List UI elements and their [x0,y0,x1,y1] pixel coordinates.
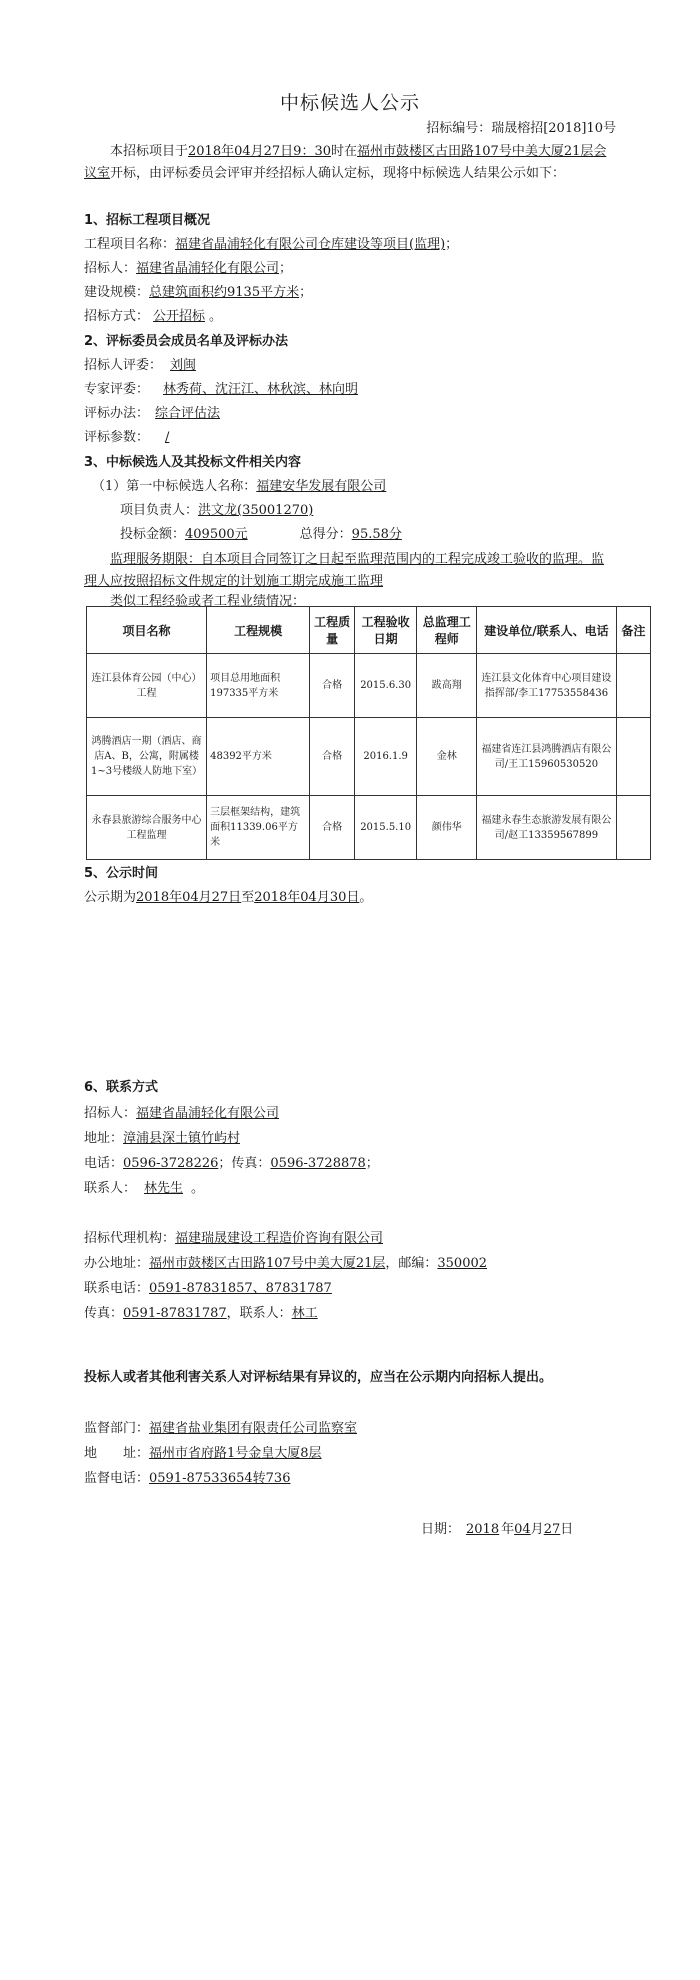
supervision-dept: 福建省盐业集团有限责任公司监察室 [149,1421,358,1436]
eval-params: / [165,430,170,445]
label: 监督部门： [84,1421,150,1436]
date-day: 27 [543,1522,561,1537]
tenderer-name: 福建省晶浦轻化有限公司 [136,261,280,276]
table-row [87,718,651,796]
label: 至 [241,890,255,905]
label: 年 [501,1522,515,1537]
label: 招标人： [84,261,137,276]
experts-row [84,378,358,397]
project-name: 福建省晶浦轻化有限公司仓库建设等项目(监理) [175,237,446,252]
table-header: 项目名称 [87,607,207,654]
label: 投标金额： [120,527,186,542]
label: 专家评委： [84,382,150,397]
first-candidate-row [92,475,386,494]
supervision-address-row [84,1442,322,1461]
eval-params-row [84,426,183,445]
table-cell: 连江县体育公园（中心）工程 [87,654,207,718]
section-5-heading: 5、公示时间 [84,866,159,881]
project-name-row [84,233,458,252]
supervision-dept-row [84,1417,357,1436]
publicity-start: 2018年04月27日 [136,890,242,905]
tenderer-phone-row [84,1152,379,1171]
tender-number: 招标编号：瑞晟榕招[2018]10号 [426,121,616,136]
table-cell: 永春县旅游综合服务中心工程监理 [87,796,207,860]
label: 办公地址： [84,1256,150,1271]
construction-scale: 总建筑面积约9135平方米 [149,285,300,300]
tenderer-row [84,257,292,276]
table-header: 建设单位/联系人、电话 [477,607,616,654]
punct: 。 [191,1181,205,1196]
eval-method: 综合评估法 [155,406,221,421]
label: 招标人评委： [84,358,163,373]
table-cell: 2016.1.9 [355,718,417,796]
table-cell: 连江县文化体育中心项目建设指挥部/李工17753558436 [477,654,616,718]
label: 日期： [421,1522,461,1537]
open-date: 2018年04月27日9：30 [188,144,331,159]
bid-amount: 409500元 [185,527,248,542]
label: 公示期为 [84,890,137,905]
tenderer-address: 漳浦县深土镇竹屿村 [123,1131,241,1146]
label: 招标方式： [84,309,150,324]
table-cell: 跋高翔 [417,654,477,718]
page-title: 中标候选人公示 [279,92,420,114]
label: 监理服务期限： [110,552,202,567]
publicity-end: 2018年04月30日 [254,890,360,905]
table-cell: 金林 [417,718,477,796]
table-cell [616,718,650,796]
intro-paragraph [84,141,616,185]
date-year: 2018 [466,1522,500,1537]
performance-table [86,606,651,860]
table-cell: 项目总用地面积197335平方米 [207,654,310,718]
tender-method: 公开招标 [153,309,206,324]
agent-name: 福建瑞晟建设工程造价咨询有限公司 [175,1231,384,1246]
table-cell [616,654,650,718]
agent-fax-row [84,1302,318,1321]
table-cell: 合格 [310,718,355,796]
punct: 。 [359,890,373,905]
tenderer-rep: 刘闽 [170,358,197,373]
label: 电话： [84,1156,124,1171]
intro-text: 本招标项目于 [110,144,189,159]
agent-contact: 林工 [291,1306,318,1321]
agent-phone: 0591-87831857、87831787 [149,1281,332,1296]
label: 总得分： [299,527,352,542]
table-cell: 鸿腾酒店一期（酒店、商店A、B，公寓，附属楼1~3号楼级人防地下室） [87,718,207,796]
agent-row [84,1227,383,1246]
table-cell: 颜伟华 [417,796,477,860]
section-1-heading: 1、招标工程项目概况 [84,213,211,228]
table-header: 工程规模 [207,607,310,654]
service-period: 自本项目合同签订之日起至监理范围内的工程完成竣工验收的监理。监理人应按照招标文件规定的计划施工期完成施工监理 [84,552,605,589]
label: ，联系人： [226,1306,292,1321]
intro-text: 开标，由评标委员会评审并经招标人确认定标，现将中标候选人结果公示如下： [110,166,566,181]
table-cell: 三层框架结构，建筑面积11339.06平方米 [207,796,310,860]
issue-date [421,1518,573,1537]
table-cell: 福建永春生态旅游发展有限公司/赵工13359567899 [477,796,616,860]
label: 工程项目名称： [84,237,176,252]
label: 建设规模： [84,285,150,300]
table-cell: 2015.5.10 [355,796,417,860]
label: （1）第一中标候选人名称： [92,479,257,494]
punct: 。 [209,309,223,324]
table-cell [616,796,650,860]
label: 招标人： [84,1106,137,1121]
table-cell: 合格 [310,796,355,860]
contact-tenderer-row [84,1102,279,1121]
table-header: 备注 [616,607,650,654]
tenderer-fax: 0596-3728878 [270,1156,366,1171]
table-cell: 2015.6.30 [355,654,417,718]
section-6-heading: 6、联系方式 [84,1080,159,1095]
intro-text: 时在 [331,144,358,159]
total-score: 95.58分 [351,527,402,542]
table-row [87,796,651,860]
method-row [84,305,222,324]
label: ；传真： [218,1156,271,1171]
label: 评标办法： [84,406,150,421]
label: 地 址： [84,1446,150,1461]
agent-fax: 0591-87831787 [123,1306,227,1321]
label: 地址： [84,1131,124,1146]
label: 传真： [84,1306,124,1321]
label: 招标代理机构： [84,1231,176,1246]
agent-office-row [84,1252,487,1271]
supervision-phone: 0591-87533654转736 [149,1471,291,1486]
punct: ； [365,1156,379,1171]
agent-zip: 350002 [437,1256,488,1271]
tenderer-phone: 0596-3728226 [123,1156,219,1171]
service-period-paragraph [84,549,616,593]
agent-office: 福州市鼓楼区古田路107号中美大厦21层 [149,1256,386,1271]
first-candidate: 福建安华发展有限公司 [256,479,387,494]
table-header: 总监理工程师 [417,607,477,654]
eval-method-row [84,402,228,421]
expert-list: 林秀荷、沈汪江、林秋滨、林向明 [163,382,359,397]
tenderer-address-row [84,1127,240,1146]
project-lead-row [120,499,313,518]
contact-tenderer: 福建省晶浦轻化有限公司 [136,1106,280,1121]
tenderer-rep-row [84,354,208,373]
punct: ； [445,237,459,252]
label: 日 [560,1522,574,1537]
punct: ； [279,261,293,276]
label: 月 [530,1522,544,1537]
objection-note: 投标人或者其他利害关系人对评标结果有异议的，应当在公示期内向招标人提出。 [84,1370,553,1385]
punct: ； [299,285,313,300]
scale-row [84,281,312,300]
bid-row [120,523,402,542]
date-month: 04 [514,1522,531,1537]
tenderer-contact-row [84,1177,204,1196]
project-lead: 洪文龙(35001270) [198,503,314,518]
supervision-phone-row [84,1467,290,1486]
label: ，邮编： [385,1256,438,1271]
section-2-heading: 2、评标委员会成员名单及评标办法 [84,334,289,349]
tenderer-contact: 林先生 [144,1181,184,1196]
supervision-address: 福州市省府路1号金皇大厦8层 [149,1446,322,1461]
table-cell: 福建省连江县鸿腾酒店有限公司/王工15960530520 [477,718,616,796]
label: 联系电话： [84,1281,150,1296]
label: 监督电话： [84,1471,150,1486]
label: 评标参数： [84,430,150,445]
section-3-heading: 3、中标候选人及其投标文件相关内容 [84,455,302,470]
publicity-period-row [84,886,372,905]
table-row [87,654,651,718]
similar-projects-label: 类似工程经验或者工程业绩情况： [110,594,306,609]
table-cell: 合格 [310,654,355,718]
table-header: 工程验收日期 [355,607,417,654]
table-header: 工程质量 [310,607,355,654]
open-location: 福州市鼓楼区古田路107号中美大厦21层会议室 [84,144,607,181]
table-header-row [87,607,651,654]
label: 项目负责人： [120,503,199,518]
label: 联系人： [84,1181,137,1196]
agent-phone-row [84,1277,332,1296]
table-cell: 48392平方米 [207,718,310,796]
